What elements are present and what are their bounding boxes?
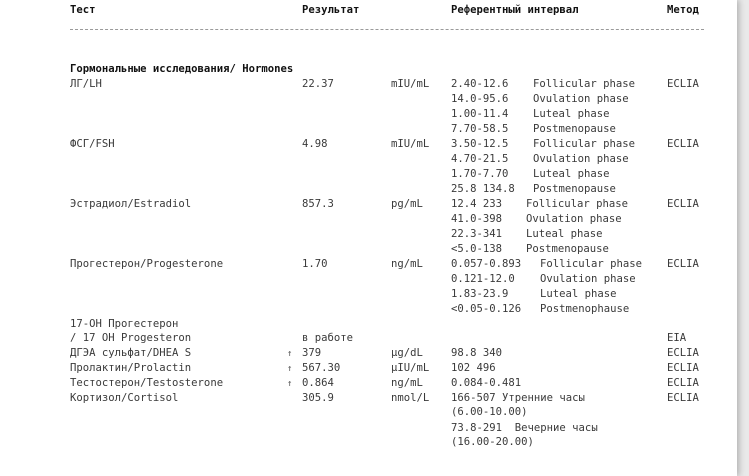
ref-phase: Luteal phase (540, 288, 617, 300)
ref-phase: Follicular phase (533, 78, 636, 90)
header-reference: Референтный интервал (451, 4, 579, 16)
ref-line: 166-507 Утренние часы (451, 392, 585, 404)
unit-estradiol: pg/mL (391, 198, 423, 210)
method-progesterone: ECLIA (667, 258, 699, 270)
result-prolactin: 567.30 (302, 362, 341, 374)
result-dhea: 379 (302, 347, 322, 359)
ref-testosterone: 0.084-0.481 (451, 377, 522, 389)
arrow-up-icon: ↑ (287, 349, 293, 359)
ref-range: 4.70-21.5 (451, 153, 509, 165)
ref-range: 1.70-7.70 (451, 168, 509, 180)
ref-phase: Ovulation phase (533, 93, 629, 105)
method-fsh: ECLIA (667, 138, 699, 150)
method-testosterone: ECLIA (667, 377, 699, 389)
test-name-17oh-line2: / 17 OH Progesteron (70, 332, 192, 344)
ref-range: 1.00-11.4 (451, 108, 509, 120)
method-dhea: ECLIA (667, 347, 699, 359)
ref-range: 0.057-0.893 (451, 258, 522, 270)
test-name-fsh: ФСГ/FSH (70, 138, 115, 150)
test-name-progesterone: Прогестерон/Progesterone (70, 258, 224, 270)
method-17oh: EIA (667, 332, 687, 344)
test-name-estradiol: Эстрадиол/Estradiol (70, 198, 192, 210)
ref-phase: Postmenophause (540, 303, 630, 315)
test-name-testosterone: Тестостерон/Testosterone (70, 377, 224, 389)
test-name-17oh-line1: 17-OH Прогестерон (70, 318, 179, 330)
header-divider (70, 29, 704, 30)
ref-phase: Luteal phase (526, 228, 603, 240)
ref-range: 25.8 134.8 (451, 183, 515, 195)
ref-phase: Ovulation phase (533, 153, 629, 165)
method-prolactin: ECLIA (667, 362, 699, 374)
ref-phase: Luteal phase (533, 168, 610, 180)
ref-phase: Postmenopause (526, 243, 609, 255)
ref-range: 12.4 233 (451, 198, 503, 210)
ref-phase: Ovulation phase (540, 273, 636, 285)
ref-range: <0.05-0.126 (451, 303, 522, 315)
unit-prolactin: µIU/mL (391, 362, 430, 374)
arrow-up-icon: ↑ (287, 364, 293, 374)
unit-cortisol: nmol/L (391, 392, 430, 404)
unit-testosterone: ng/mL (391, 377, 423, 389)
ref-range: 0.121-12.0 (451, 273, 515, 285)
ref-range: 22.3-341 (451, 228, 503, 240)
ref-phase: Postmenopause (533, 123, 616, 135)
ref-line: (16.00-20.00) (451, 436, 534, 448)
test-name-cortisol: Кортизол/Cortisol (70, 392, 179, 404)
ref-phase: Ovulation phase (526, 213, 622, 225)
header-test: Тест (70, 4, 96, 16)
ref-phase: Luteal phase (533, 108, 610, 120)
result-fsh: 4.98 (302, 138, 328, 150)
unit-dhea: µg/dL (391, 347, 423, 359)
test-name-lh: ЛГ/LH (70, 78, 102, 90)
ref-range: 41.0-398 (451, 213, 503, 225)
ref-line: (6.00-10.00) (451, 406, 528, 418)
ref-phase: Postmenopause (533, 183, 616, 195)
ref-line: 73.8-291 Вечерние часы (451, 422, 598, 434)
ref-range: 1.83-23.9 (451, 288, 509, 300)
ref-phase: Follicular phase (526, 198, 629, 210)
ref-range: 14.0-95.6 (451, 93, 509, 105)
ref-range: 3.50-12.5 (451, 138, 509, 150)
ref-range: 7.70-58.5 (451, 123, 509, 135)
ref-phase: Follicular phase (533, 138, 636, 150)
ref-phase: Follicular phase (540, 258, 643, 270)
method-estradiol: ECLIA (667, 198, 699, 210)
section-title: Гормональные исследования/ Hormones (70, 63, 294, 75)
result-cortisol: 305.9 (302, 392, 334, 404)
ref-range: 2.40-12.6 (451, 78, 509, 90)
method-cortisol: ECLIA (667, 392, 699, 404)
result-17oh: в работе (302, 332, 354, 344)
unit-lh: mIU/mL (391, 78, 430, 90)
ref-range: <5.0-138 (451, 243, 503, 255)
unit-fsh: mIU/mL (391, 138, 430, 150)
test-name-dhea: ДГЭА сульфат/DHEA S (70, 347, 192, 359)
result-testosterone: 0.864 (302, 377, 334, 389)
test-name-prolactin: Пролактин/Prolactin (70, 362, 192, 374)
ref-prolactin: 102 496 (451, 362, 496, 374)
arrow-up-icon: ↑ (287, 379, 293, 389)
ref-dhea: 98.8 340 (451, 347, 503, 359)
method-lh: ECLIA (667, 78, 699, 90)
unit-progesterone: ng/mL (391, 258, 423, 270)
result-estradiol: 857.3 (302, 198, 334, 210)
result-lh: 22.37 (302, 78, 334, 90)
header-result: Результат (302, 4, 360, 16)
result-progesterone: 1.70 (302, 258, 328, 270)
header-method: Метод (667, 4, 699, 16)
